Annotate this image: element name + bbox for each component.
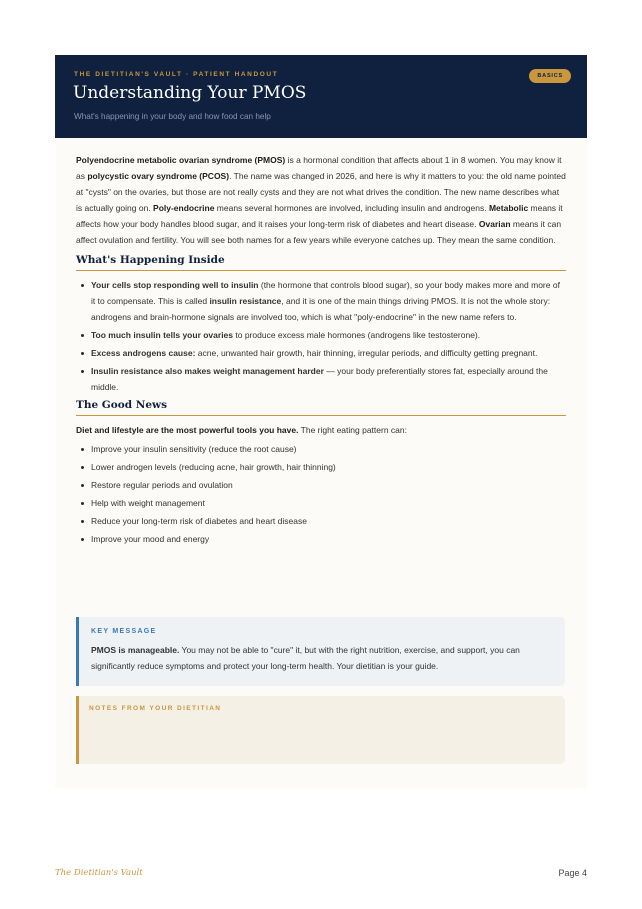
list-item: Improve your insulin sensitivity (reduce the root cause) <box>76 441 566 457</box>
section-title-good-news: The Good News <box>76 399 566 416</box>
key-message-callout <box>76 617 565 686</box>
intro-paragraph: Polyendocrine metabolic ovarian syndrome (PMOS) is a hormonal condition that affects about 1 in 8 women. You may know it as polycystic ovary syndrome (PCOS). The name was changed in 2026, and here is why it matters to you: the old name pointed at "cysts" on the ovaries, but those are not really cysts and they are not what drives the condition. The new name describes what is actually going on. Poly-endocrine means several hormones are involved, including insulin and androgens. Metabolic means it affects how your body handles blood sugar, and it raises your long-term risk of diabetes and heart disease. Ovarian means it can affect ovulation and fertility. You will see both names for a few years while everyone catches up. They mean the same condition. <box>76 155 566 245</box>
list-item: Reduce your long-term risk of diabetes and heart disease <box>76 513 566 529</box>
notes-callout[interactable] <box>76 696 565 764</box>
content <box>76 152 566 549</box>
list-item: Excess androgens cause: acne, unwanted hair growth, hair thinning, irregular periods, and difficulty getting pregnant. <box>76 345 566 361</box>
page-title: Understanding Your PMOS <box>73 83 307 103</box>
whats-happening-list <box>76 277 566 395</box>
list-item: Your cells stop responding well to insulin (the hormone that controls blood sugar), so your body makes more and more of it to compensate. This is called insulin resistance, and it is one of the main things driving PMOS. It is not the whole story: androgens and brain-hormone signals are involved too, which is what "poly-endocrine" in the new name refers to. <box>76 277 566 325</box>
good-news-list <box>76 441 566 547</box>
notes-label: NOTES FROM YOUR DIETITIAN <box>89 705 222 712</box>
key-message-label: KEY MESSAGE <box>91 628 157 635</box>
page-subtitle: What's happening in your body and how food can help <box>74 112 271 121</box>
list-item: Restore regular periods and ovulation <box>76 477 566 493</box>
section-title-whats-happening: What's Happening Inside <box>76 254 566 271</box>
list-item: Too much insulin tells your ovaries to produce excess male hormones (androgens like testosterone). <box>76 327 566 343</box>
list-item: Improve your mood and energy <box>76 531 566 547</box>
header-banner <box>55 55 587 138</box>
footer-brand: The Dietitian's Vault <box>55 868 143 878</box>
good-news-lead: Diet and lifestyle are the most powerful tools you have. The right eating pattern can: <box>76 425 407 435</box>
list-item: Lower androgen levels (reducing acne, hair growth, hair thinning) <box>76 459 566 475</box>
page-number: Page 4 <box>558 868 587 878</box>
list-item: Insulin resistance also makes weight management harder — your body preferentially stores fat, especially around the middle. <box>76 363 566 395</box>
eyebrow-label: THE DIETITIAN'S VAULT · PATIENT HANDOUT <box>74 71 279 78</box>
handout-card <box>55 55 587 788</box>
key-message-text: PMOS is manageable. You may not be able to "cure" it, but with the right nutrition, exercise, and support, you can significantly reduce symptoms and protect your long-term health. Your dietitian is your guide. <box>91 645 520 671</box>
basics-badge: BASICS <box>529 69 571 83</box>
list-item: Help with weight management <box>76 495 566 511</box>
